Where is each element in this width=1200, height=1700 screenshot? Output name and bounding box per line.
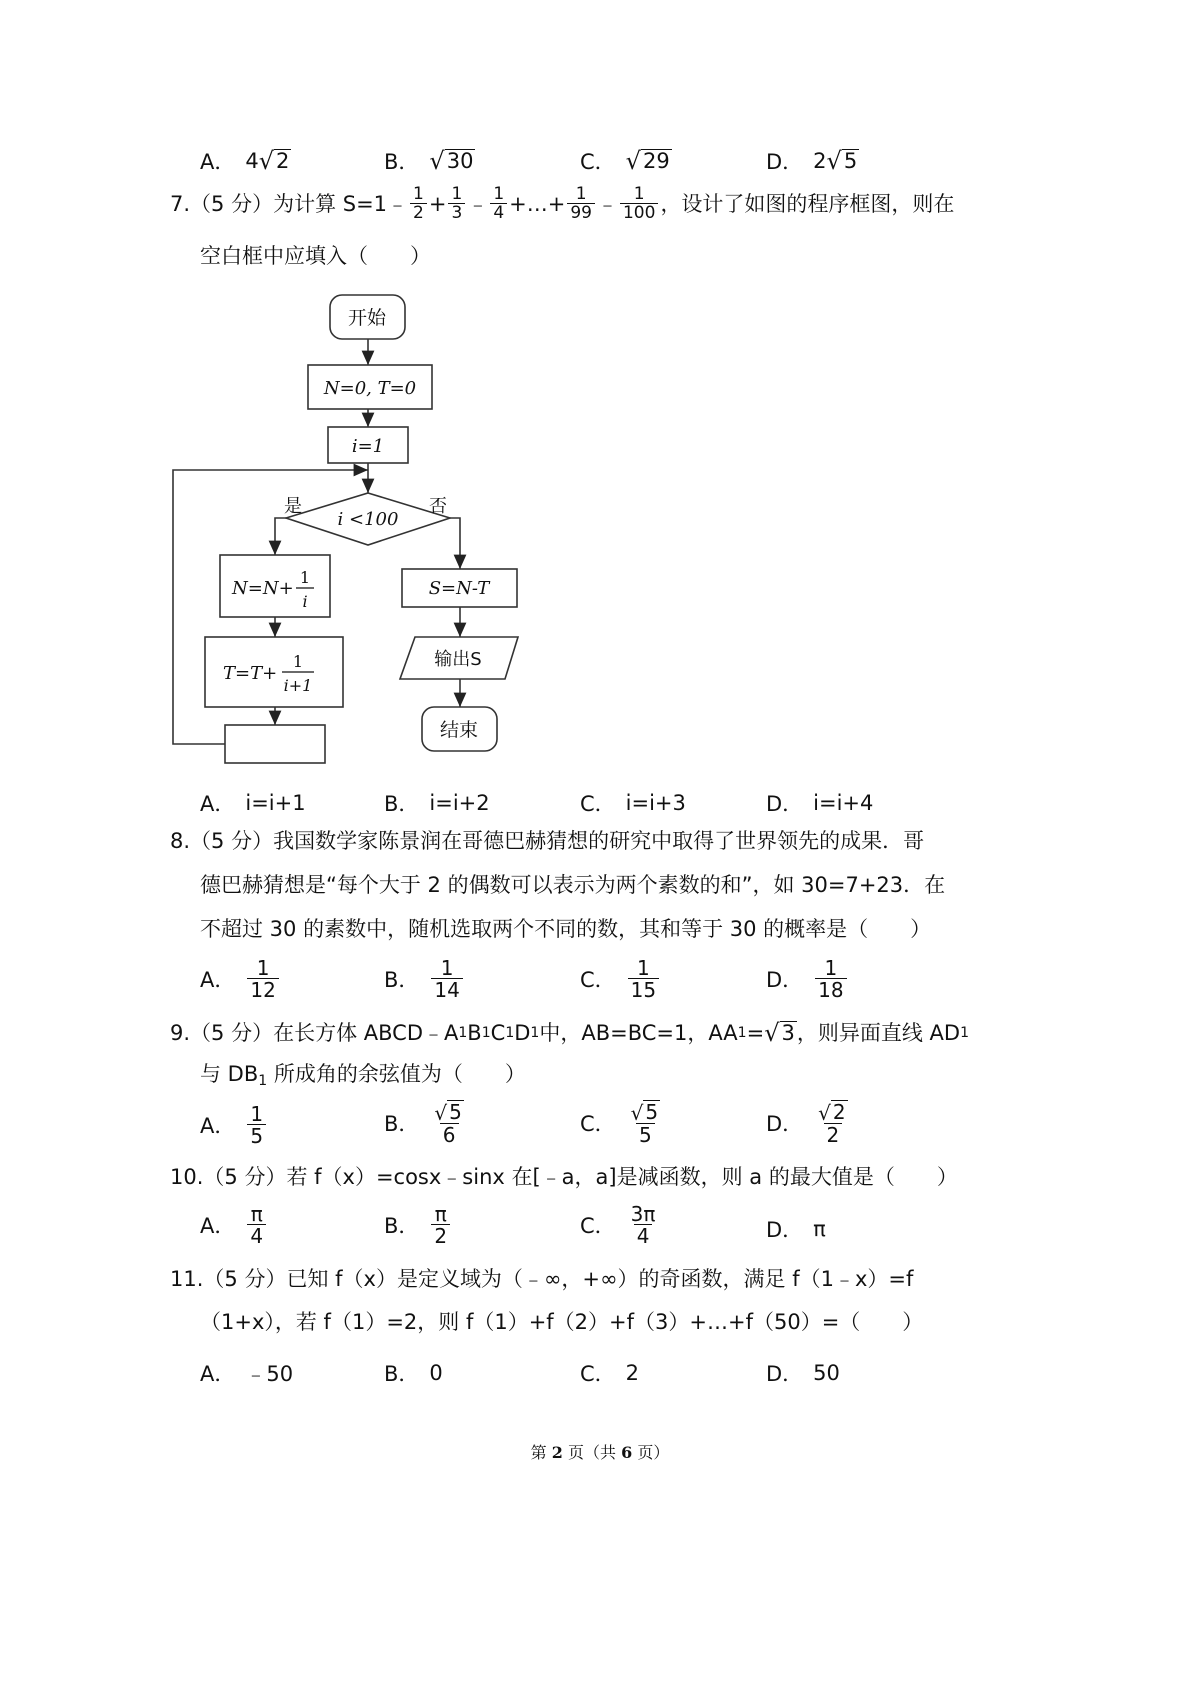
q8-option-a: A． $\frac{1}{12}$ [200, 958, 281, 1000]
q7-option-d: D． i=i+4 [766, 791, 874, 816]
flowchart-n-update-label: N=N+ [232, 578, 294, 599]
question-number: 9. [170, 1020, 191, 1045]
fraction: $\frac{1}{99}$ [567, 186, 595, 222]
q6-option-d: D． 2 √ 5 [766, 147, 858, 176]
flowchart-n-frac-num: 1 [299, 568, 311, 587]
q11-option-c: C． 2 [580, 1361, 640, 1386]
q11-option-d: D． 50 [766, 1361, 840, 1386]
q9-stem-line2: 与 $DB_1$ 所成角的余弦值为（ ） [200, 1062, 526, 1089]
flowchart-no-label: 否 [429, 496, 447, 517]
radical: √ 29 [625, 147, 670, 176]
radical: √ 5 [826, 147, 858, 176]
q11-option-a: A． ﹣50 [200, 1362, 294, 1386]
radical: √ 2 [258, 147, 290, 176]
fraction: $\frac{1}{3}$ [448, 186, 465, 222]
q10-option-d: D． π [766, 1217, 826, 1242]
q11-option-b: B． 0 [384, 1361, 443, 1386]
q8-stem-line2: 德巴赫猜想是“每个大于 2 的偶数可以表示为两个素数的和”，如 30=7+23．在 [200, 873, 946, 897]
question-number: 7. [170, 191, 191, 216]
q6-option-c: C． √ 29 [580, 147, 670, 176]
page-footer: 第 2 页（共 6 页） [530, 1443, 670, 1462]
question-number: 10. [170, 1165, 204, 1189]
fraction: $\frac{1}{2}$ [410, 186, 427, 222]
current-page-number: 2 [551, 1443, 563, 1462]
q7-stem-line1: 7. （5 分）为计算 S=1﹣ $\frac{1}{2}$ + $\frac{1}{3}$ ﹣ $\frac{1}{4}$ +…+ $\frac{1}{99}$ ﹣ $\frac{1}{100}$ ，设计了如图的程序框图，则在 [170, 184, 955, 223]
question-number: 11. [170, 1267, 204, 1291]
q9-option-b: B． √ 5 6 [384, 1100, 462, 1147]
q7-option-a: A． i=i+1 [200, 791, 306, 816]
q9-option-a: A． $\frac{1}{5}$ [200, 1104, 268, 1146]
flowchart-i-init-label: i=1 [351, 436, 385, 457]
q8-option-b: B． $\frac{1}{14}$ [384, 958, 465, 1000]
q10-option-b: B． $\frac{\pi}{2}$ [384, 1204, 452, 1246]
q8-option-c: C． $\frac{1}{15}$ [580, 958, 661, 1000]
flowchart-t-frac-den: i+1 [283, 676, 313, 695]
flowchart [160, 285, 540, 765]
flowchart-blank-box [225, 725, 325, 763]
q10-stem-line1: 10.（5 分）若 f（x）=cosx﹣sinx 在[﹣a，a]是减函数，则 a 的最大值是（ ） [170, 1165, 958, 1189]
q11-stem-line1: 11.（5 分）已知 f（x）是定义域为（﹣∞，+∞）的奇函数，满足 f（1﹣x）=f [170, 1267, 914, 1291]
q10-option-a: A． $\frac{\pi}{4}$ [200, 1204, 268, 1246]
fraction: $\frac{1}{100}$ [620, 186, 658, 222]
q8-option-d: D． $\frac{1}{18}$ [766, 958, 849, 1000]
q9-option-d: D． √ 2 2 [766, 1100, 846, 1147]
q9-stem-line1: 9. （5 分）在长方体 ABCD﹣A 1 B 1 C 1 D 1 中，AB=BC=1，AA 1 = √ 3 ，则异面直线 AD 1 [170, 1019, 970, 1048]
fraction: $\frac{1}{4}$ [490, 186, 507, 222]
flowchart-s-calc-label: S=N-T [428, 578, 490, 599]
q6-option-a: A． 4 √ 2 [200, 147, 290, 176]
flowchart-start-label: 开始 [347, 307, 387, 329]
q10-option-c: C． $\frac{3\pi}{4}$ [580, 1202, 656, 1248]
flowchart-n-frac-den: i [302, 592, 308, 611]
flowchart-condition-label: i <100 [337, 509, 399, 530]
question-number: 8. [170, 829, 191, 853]
radical: √ 3 [764, 1019, 795, 1048]
q9-option-c: C． √ 5 5 [580, 1100, 659, 1147]
q7-option-c: C． i=i+3 [580, 791, 686, 816]
q8-stem-line3: 不超过 30 的素数中，随机选取两个不同的数，其和等于 30 的概率是（ ） [200, 917, 932, 941]
flowchart-yes-label: 是 [284, 496, 302, 517]
q7-option-b: B． i=i+2 [384, 791, 490, 816]
flowchart-init-label: N=0, T=0 [323, 378, 417, 399]
radical: √ 30 [429, 147, 474, 176]
q8-stem-line1: 8.（5 分）我国数学家陈景润在哥德巴赫猜想的研究中取得了世界领先的成果．哥 [170, 829, 925, 853]
flowchart-t-frac-num: 1 [292, 652, 304, 671]
q6-option-b: B． √ 30 [384, 147, 474, 176]
total-page-count: 6 [621, 1443, 633, 1462]
flowchart-t-update-label: T=T+ [223, 663, 278, 684]
flowchart-end-label: 结束 [439, 719, 479, 741]
flowchart-output-label: 输出S [434, 649, 482, 670]
q7-stem-line2: 空白框中应填入（ ） [200, 244, 431, 268]
q11-stem-line2: （1+x），若 f（1）=2，则 f（1）+f（2）+f（3）+…+f（50）=（ ） [200, 1310, 924, 1334]
